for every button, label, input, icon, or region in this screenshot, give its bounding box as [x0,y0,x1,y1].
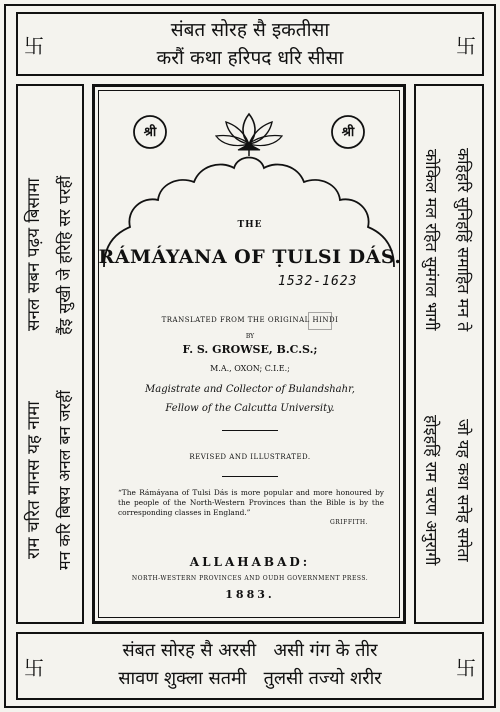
bottom-banner-line2: सावण शुक्ला सतमी तुलसी तज्यो शरीर [118,668,382,689]
author-degrees: M.A., OXON; C.I.E.; [210,364,290,373]
place-line: ALLAHABAD: [189,555,311,569]
press-line: NORTH-WESTERN PROVINCES AND OUDH GOVERNMENT PRESS. [131,575,369,582]
right-upper-line1: कहिहरि सुनिहहिं समाहित मन ते [454,148,473,332]
right-lower-line2: होइहहिं राम चरण अनुरागी [422,414,441,566]
year-line: 1883. [225,588,275,601]
translated-line: TRANSLATED FROM THE ORIGINAL HINDI [161,316,339,324]
revised-line: REVISED AND ILLUSTRATED. [189,453,311,461]
left-lower-line1: राम चरित मानस यह नामा [24,401,44,559]
left-lower-line2: मन करि बिषय अनल बन जरहीं [55,390,74,570]
top-banner-line1: संबत सोरह सै इकतीसा [170,19,330,41]
author-role2: Fellow of the Calcutta University. [165,403,335,414]
swastika-bottom-right: 卐 [456,656,476,680]
medallion-right-text: श्री [341,125,355,140]
author-role1: Magistrate and Collector of Bulandshahr, [145,384,355,395]
left-upper-line1: सनल सबन पढ़य बिसामा [24,178,44,332]
lotus-ornament [216,114,282,156]
rule-1 [222,430,278,431]
rule-2 [222,476,278,477]
quote-author: GRIFFITH. [330,519,369,526]
author-name: F. S. GROWSE, B.C.S.; [182,343,318,356]
right-upper-line2: कोकिल मल रहित सुमंगल भागी [422,149,441,331]
right-lower-line1: जो यह कथा सनेह समेता [454,418,473,562]
by-line: BY [245,333,255,340]
medallion-left-text: श्री [143,125,157,140]
top-banner-line2: करौं कथा हरिपद धरि सीसा [156,47,344,69]
book-title: RÁMÁYANA OF ṬULSI DÁS. [98,246,402,268]
title-the: THE [237,220,263,230]
handwritten-note: 1532-1623 [278,274,358,289]
swastika-bottom-left: 卐 [24,656,44,680]
swastika-top-left: 卐 [24,34,44,58]
left-upper-line2: हैंइ सुखी जे हरिहि सर परहीं [55,175,74,335]
swastika-top-right: 卐 [456,34,476,58]
ornamental-arch [98,92,400,272]
bottom-banner-line1: संबत सोरह सै अरसी असी गंग के तीर [122,640,378,661]
library-stamp [308,312,332,330]
quote-text: “The Rámáyana of Tulsi Dás is more popular and more honoured by the people of the North-Western Provinces than the Bible is by the corresponding classes in England.” [118,488,384,517]
